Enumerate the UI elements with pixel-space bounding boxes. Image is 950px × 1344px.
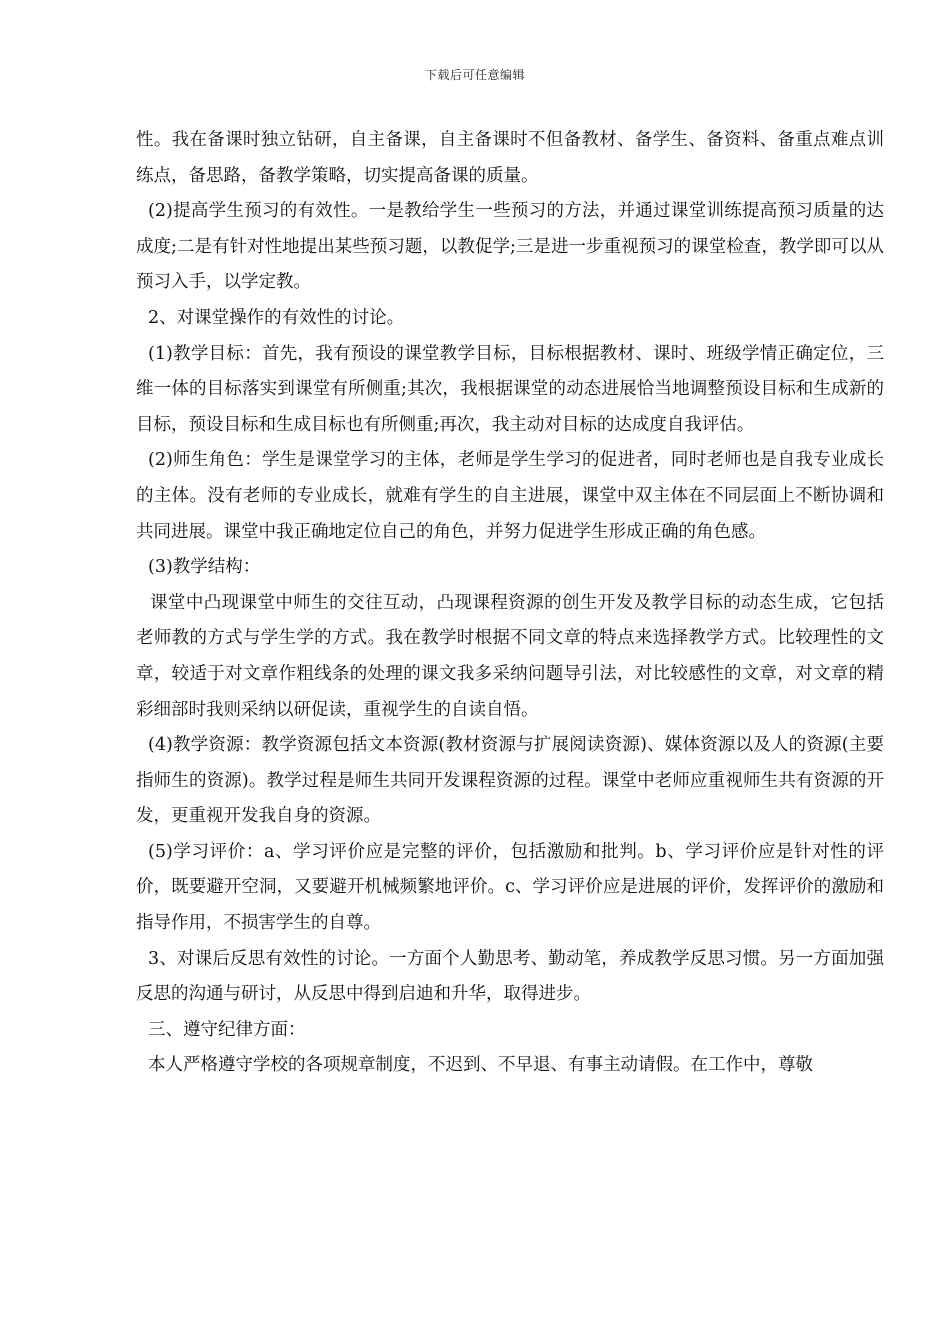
paragraph-teacher-student-roles: (2)师生角色：学生是课堂学习的主体，老师是学生学习的促进者，同时老师也是自我专业成长的主体。没有老师的专业成长，就难有学生的自主进展，课堂中双主体在不同层面上不断协调和共同进展。课堂中我正确地定位自己的角色，并努力促进学生形成正确的角色感。	[136, 450, 884, 542]
paragraph-teaching-goals: (1)教学目标：首先，我有预设的课堂教学目标，目标根据教材、课时、班级学情正确定位，三维一体的目标落实到课堂有所侧重;其次，我根据课堂的动态进展恰当地调整预设目标和生成新的目标，预设目标和生成目标也有所侧重;再次，我主动对目标的达成度自我评估。	[136, 343, 884, 435]
paragraph-teaching-resources: (4)教学资源：教学资源包括文本资源(教材资源与扩展阅读资源)、媒体资源以及人的资源(主要指师生的资源)。教学过程是师生共同开发课程资源的过程。课堂中老师应重视师生共有资源的开发，更重视开发我自身的资源。	[136, 735, 884, 827]
paragraph-prep-continuation: 性。我在备课时独立钻研，自主备课，自主备课时不但备教材、备学生、备资料、备重点难点训练点，备思路，备教学策略，切实提高备课的质量。	[136, 130, 884, 186]
page-header-note: 下载后可任意编辑	[424, 68, 525, 82]
paragraph-section-3-reflection: 3、对课后反思有效性的讨论。一方面个人勤思考、勤动笔，养成教学反思习惯。另一方面加强反思的沟通与研讨，从反思中得到启迪和升华，取得进步。	[136, 948, 884, 1005]
document-body	[136, 123, 884, 1084]
paragraph-discipline: 本人严格遵守学校的各项规章制度，不迟到、不早退、有事主动请假。在工作中，尊敬	[148, 1055, 813, 1076]
paragraph-section-2-heading: 2、对课堂操作的有效性的讨论。	[148, 307, 405, 328]
paragraph-teaching-structure-heading: (3)教学结构：	[148, 557, 261, 578]
paragraph-preview-effectiveness: (2)提高学生预习的有效性。一是教给学生一些预习的方法，并通过课堂训练提高预习质量的达成度;二是有针对性地提出某些预习题，以教促学;三是进一步重视预习的课堂检查，教学即可以从预习入手，以学定教。	[136, 201, 884, 293]
paragraph-learning-evaluation: (5)学习评价：a、学习评价应是完整的评价，包括激励和批判。b、学习评价应是针对性的评价，既要避开空洞，又要避开机械频繁地评价。c、学习评价应是进展的评价，发挥评价的激励和指导作用，不损害学生的自尊。	[136, 841, 884, 934]
paragraph-part-3-heading: 三、遵守纪律方面：	[148, 1019, 306, 1040]
paragraph-teaching-structure: 课堂中凸现课堂中师生的交往互动，凸现课程资源的创生开发及教学目标的动态生成，它包括老师教的方式与学生学的方式。我在教学时根据不同文章的特点来选择教学方式。比较理性的文章，较适于对文章作粗线条的处理的课文我多采纳问题导引法，对比较感性的文章，对文章的精彩细部时我则采纳以研促读，重视学生的自读自悟。	[136, 592, 884, 720]
